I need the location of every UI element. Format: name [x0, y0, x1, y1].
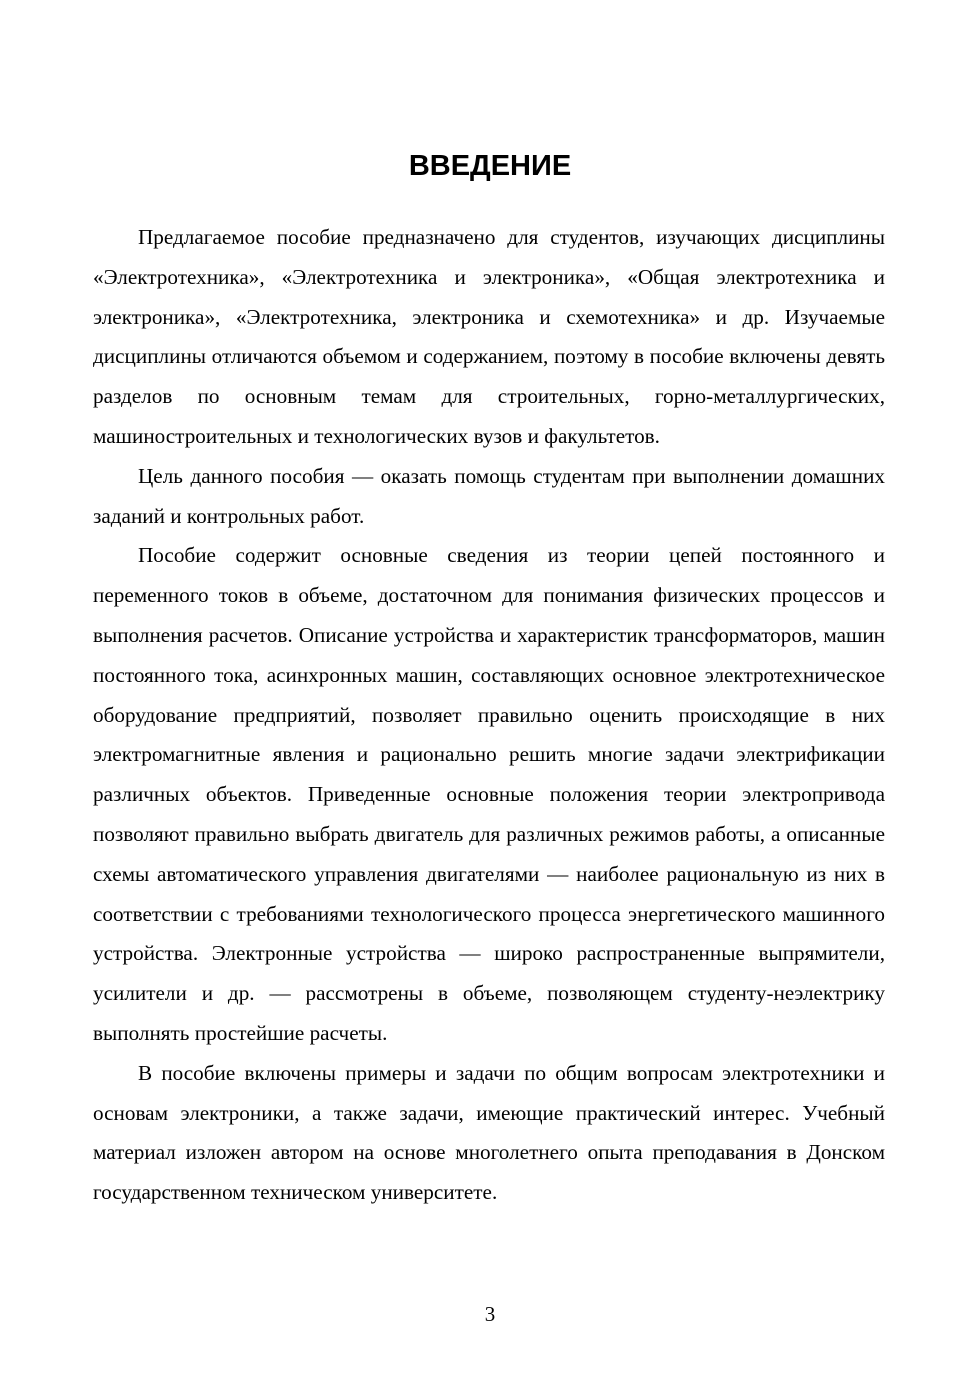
paragraph-1: Предлагаемое пособие предназначено для студентов, изучающих дисциплины «Электротехника», «Электротехника и электроника», «Общая электротехника и электроника», «Электротехника, электроника и схемотехника» и др. Изучаемые дисциплины отличаются объемом и содержанием, поэтому в пособие включены девять разделов по основным темам для строительных, горно-металлургических, машиностроительных и технологических вузов и факультетов.: [93, 225, 885, 448]
body-text: [93, 218, 885, 1213]
paragraph-2: Цель данного пособия — оказать помощь студентам при выполнении домашних заданий и контрольных работ.: [93, 463, 885, 528]
page-number: 3: [484, 1302, 496, 1326]
paragraph-3: Пособие содержит основные сведения из теории цепей постоянного и переменного токов в объеме, достаточном для понимания физических процессов и выполнения расчетов. Описание устройства и характеристик трансформаторов, машин постоянного тока, асинхронных машин, составляющих основное электротехническое оборудование предприятий, позволяет правильно оценить происходящие в них электромагнитные явления и рационально решить многие задачи электрификации различных объектов. Приведенные основные положения теории электропривода позволяют правильно выбрать двигатель для различных режимов работы, а описанные схемы автоматического управления двигателями — наиболее рациональную из них в соответствии с требованиями технологического процесса энергетического машинного устройства. Электронные устройства — широко распространенные выпрямители, усилители и др. — рассмотрены в объеме, позволяющем студенту-неэлектрику выполнять простейшие расчеты.: [93, 543, 885, 1045]
page-title: ВВЕДЕНИЕ: [408, 150, 572, 182]
paragraph-4: В пособие включены примеры и задачи по общим вопросам электротехники и основам электроники, а также задачи, имеющие практический интерес. Учебный материал изложен автором на основе многолетнего опыта преподавания в Донском государственном техническом университете.: [93, 1060, 885, 1205]
